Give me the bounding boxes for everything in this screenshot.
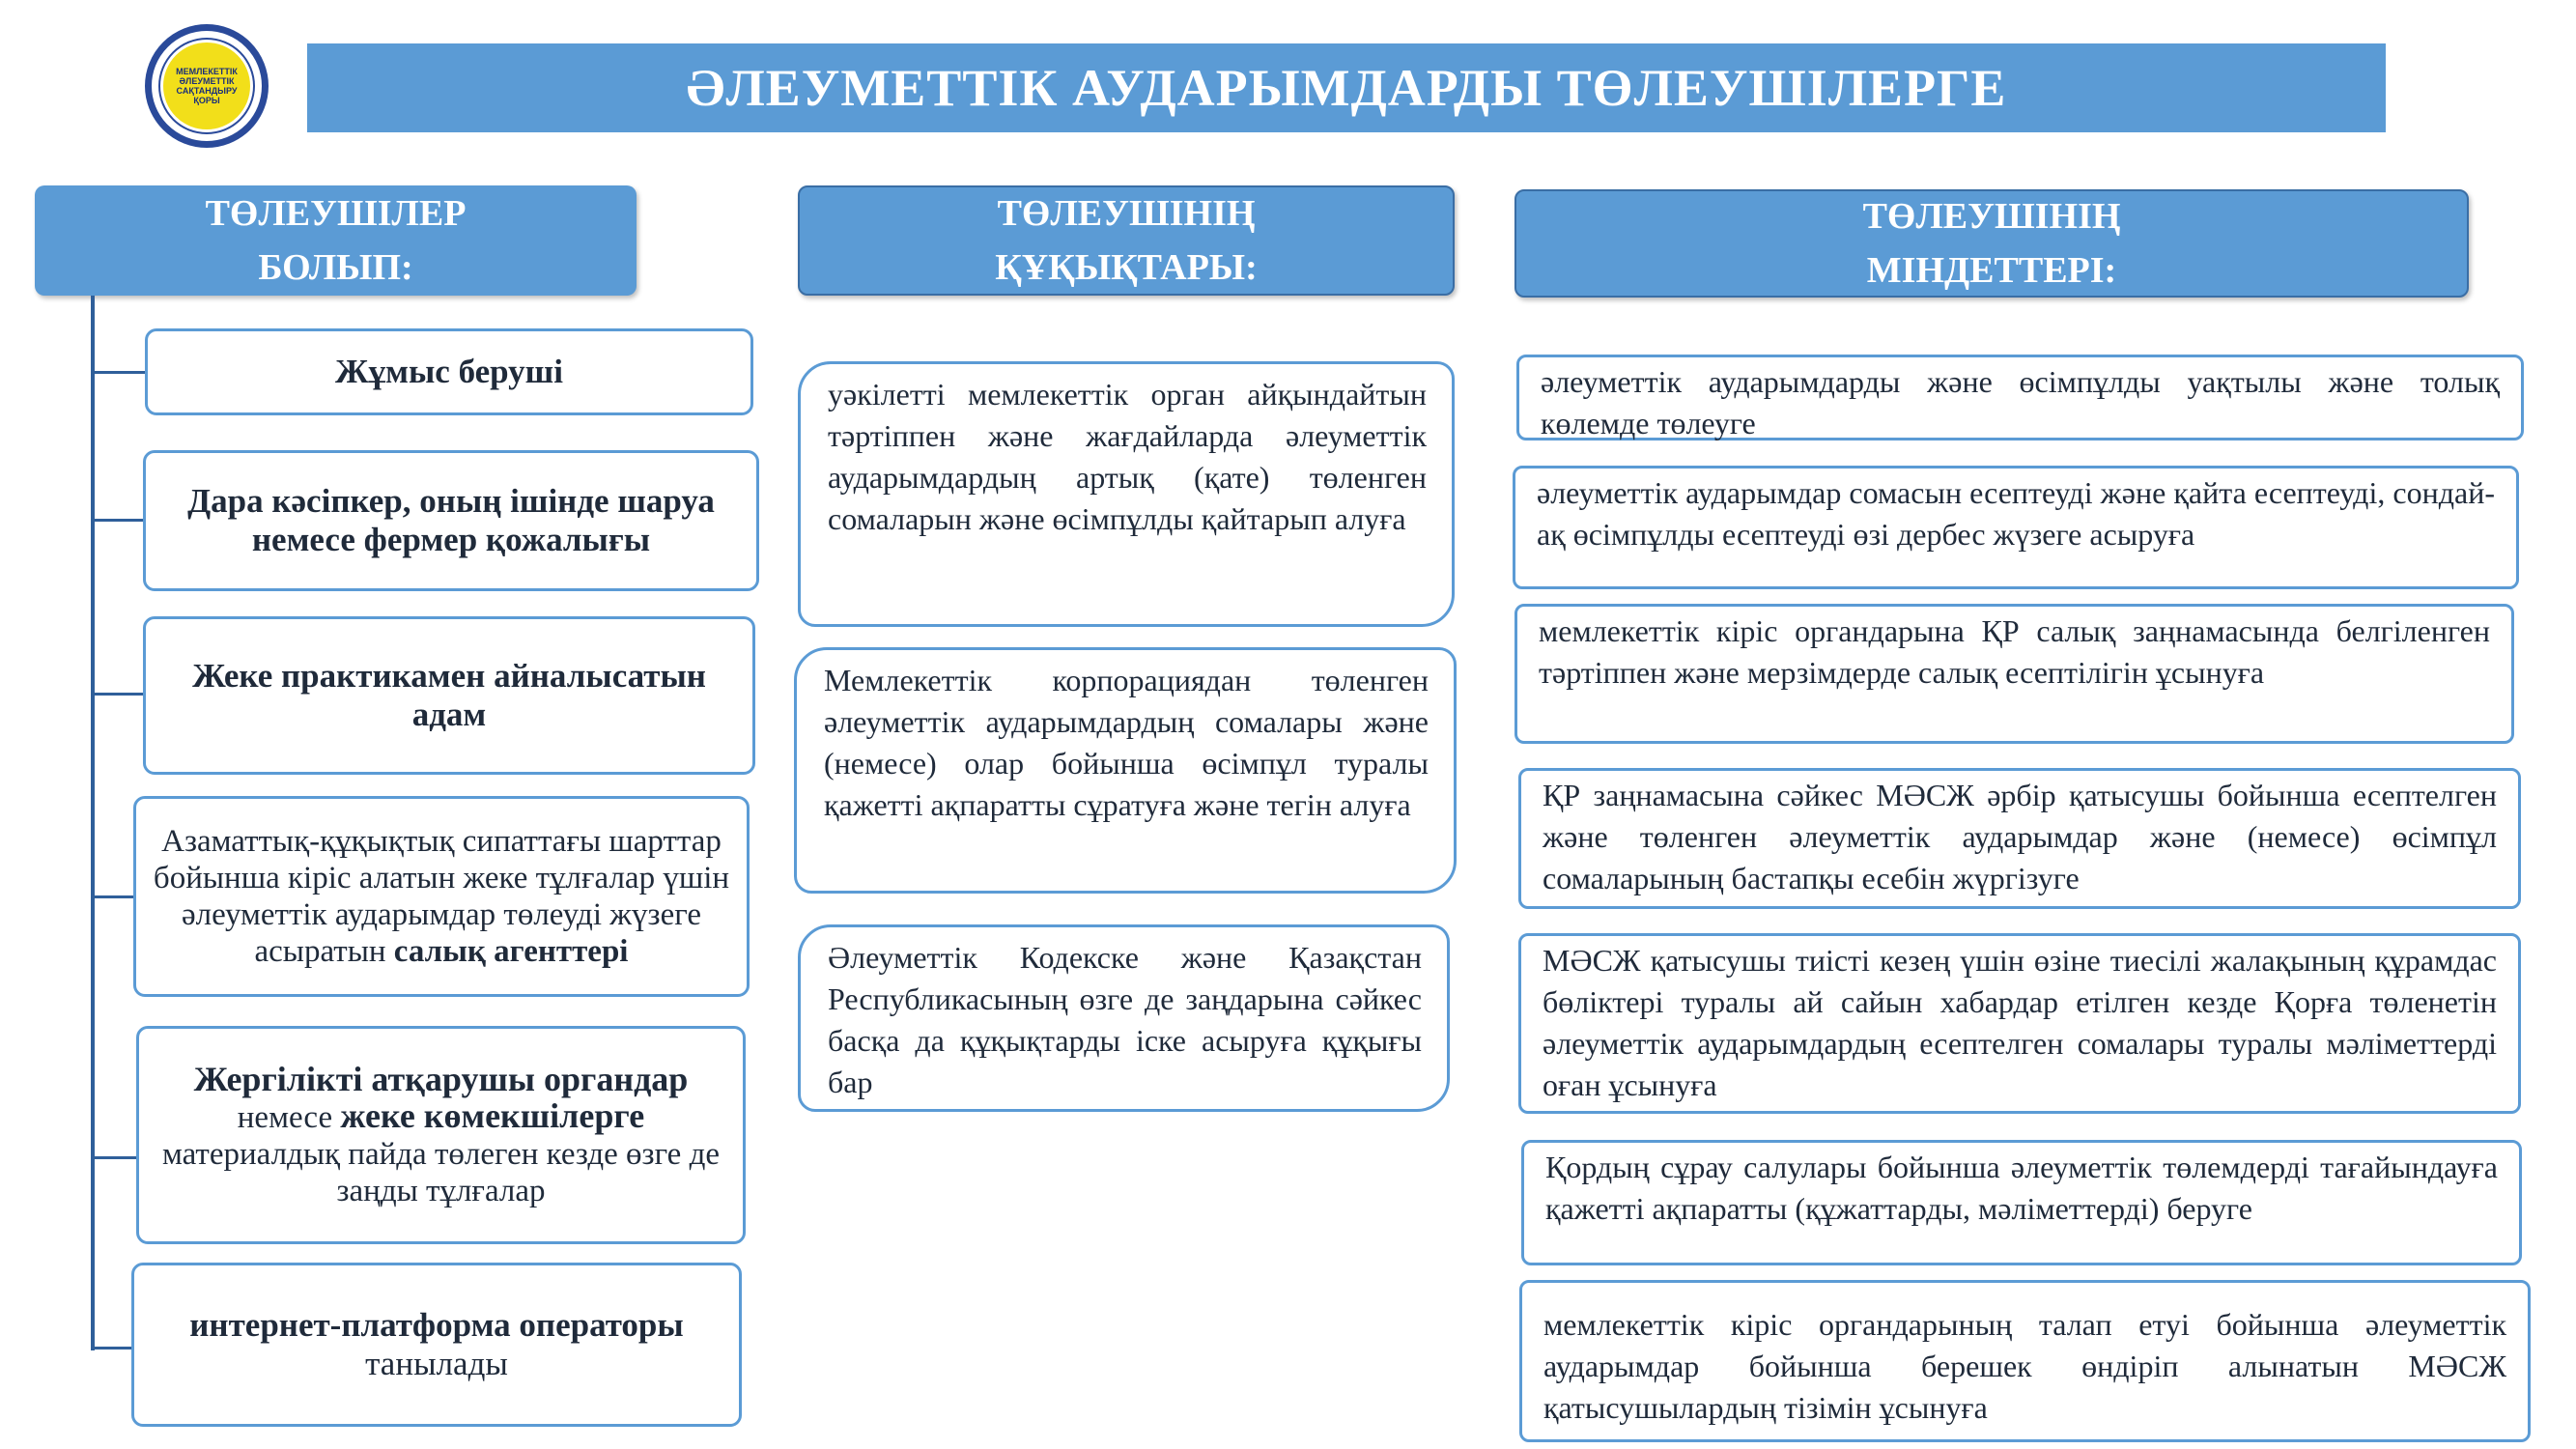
rights-header-line2: ҚҰҚЫҚТАРЫ:: [995, 247, 1258, 288]
connector-trunk: [91, 296, 95, 1350]
rights-header: [798, 185, 1455, 296]
payer-item-text: Азаматтық-құқықтық сипаттағы шарттар бойынша кіріс алатын жеке тұлғалар үшін әлеуметтік аударымдар төлеуді жүзеге асыратын: [153, 824, 730, 969]
connector-branch: [91, 1156, 137, 1159]
payer-item-employer: [145, 328, 753, 415]
payer-item-label: Жұмыс беруші: [335, 353, 563, 390]
duty-item: мемлекеттік кіріс органдарына ҚР салық заңнамасында белгіленген тәртіппен және мерзімдерде салық есептілігін ұсынуға: [1514, 604, 2514, 744]
payer-item-label: Жеке практикамен айналысатын адам: [192, 657, 706, 733]
payer-item-bold: салық агенттері: [393, 934, 629, 969]
payer-item-tax-agents: [133, 796, 750, 997]
right-item: уәкілетті мемлекеттік орган айқындайтын тәртіппен және жағдайларда әлеуметтік аударымдардың артық (қате) төленген сомаларын және өсімпұлды қайтарып алуға: [798, 361, 1455, 627]
payer-item-internet-platform: [131, 1263, 742, 1427]
rights-header-line1: ТӨЛЕУШІНІҢ: [997, 193, 1256, 234]
duty-item: әлеуметтік аударымдарды және өсімпұлды уақтылы және толық көлемде төлеуге: [1516, 355, 2524, 440]
connector-branch: [91, 1347, 131, 1350]
payers-header: [35, 185, 637, 296]
duty-item: мемлекеттік кіріс органдарының талап етуі бойынша әлеуметтік аударымдар бойынша берешек өндіріп алынатын МӘСЖ қатысушылардың тізімін ұсынуға: [1519, 1280, 2531, 1442]
payer-item-text: танылады: [365, 1345, 508, 1382]
payer-item-bold: жеке көмекшілерге: [340, 1096, 645, 1135]
payer-item-text: немесе: [237, 1100, 341, 1135]
duties-header-line1: ТӨЛЕУШІНІҢ: [1862, 196, 2121, 237]
page-title: ӘЛЕУМЕТТІК АУДАРЫМДАРДЫ ТӨЛЕУШІЛЕРГЕ: [686, 59, 2007, 117]
duty-item: МӘСЖ қатысушы тиісті кезең үшін өзіне тиесілі жалақының құрамдас бөліктері туралы ай сайын хабардар етілген кезде Қорға төленетін әлеуметтік аударымдардың есептелген сомалары туралы мәліметтерді оған ұсынуға: [1518, 933, 2521, 1114]
connector-branch: [91, 693, 146, 696]
payer-item-label: Дара кәсіпкер, оның ішінде шаруа немесе фермер қожалығы: [187, 482, 715, 558]
title-banner: [307, 43, 2386, 132]
duty-item: ҚР заңнамасына сәйкес МӘСЖ әрбір қатысушы бойынша есептелген және төленген әлеуметтік аударымдар және (немесе) өсімпұл сомаларының бастапқы есебін жүргізуге: [1518, 768, 2521, 909]
connector-branch: [91, 895, 134, 898]
payers-header-line1: ТӨЛЕУШІЛЕР: [205, 193, 467, 234]
payer-item-text: материалдық пайда төлеген кезде өзге де заңды тұлғалар: [161, 1137, 721, 1208]
connector-branch: [91, 519, 146, 522]
duty-item: әлеуметтік аударымдар сомасын есептеуді және қайта есептеуді, сондай-ақ өсімпұлды есептеуді өзі дербес жүзеге асыруға: [1513, 466, 2519, 589]
payers-header-line2: БОЛЫП:: [258, 247, 413, 288]
payer-item-entrepreneur: [143, 450, 759, 591]
duties-header-line2: МІНДЕТТЕРІ:: [1866, 250, 2117, 291]
connector-branch: [91, 371, 146, 374]
right-item: Әлеуметтік Кодекске және Қазақстан Республикасының өзге де заңдарына сәйкес басқа да құқықтарды іске асыруға құқығы бар: [798, 924, 1450, 1112]
logo-text: МЕМЛЕКЕТТІК ӘЛЕУМЕТТІК САҚТАНДЫРУ ҚОРЫ: [160, 40, 253, 132]
right-item: Мемлекеттік корпорациядан төленген әлеуметтік аударымдардың сомалары және (немесе) олар бойынша өсімпұл туралы қажетті ақпаратты сұратуға және тегін алуға: [794, 647, 1457, 894]
duties-header: [1514, 189, 2469, 298]
payer-item-bold: интернет-платформа операторы: [189, 1306, 684, 1344]
payer-item-bold: Жергілікті атқарушы органдар: [193, 1060, 689, 1098]
payer-item-local-authorities: [136, 1026, 746, 1244]
fund-logo: [145, 24, 269, 148]
payer-item-private-practice: [143, 616, 755, 775]
duty-item: Қордың сұрау салулары бойынша әлеуметтік төлемдерді тағайындауға қажетті ақпаратты (құжаттарды, мәліметтерді) беруге: [1521, 1140, 2522, 1265]
